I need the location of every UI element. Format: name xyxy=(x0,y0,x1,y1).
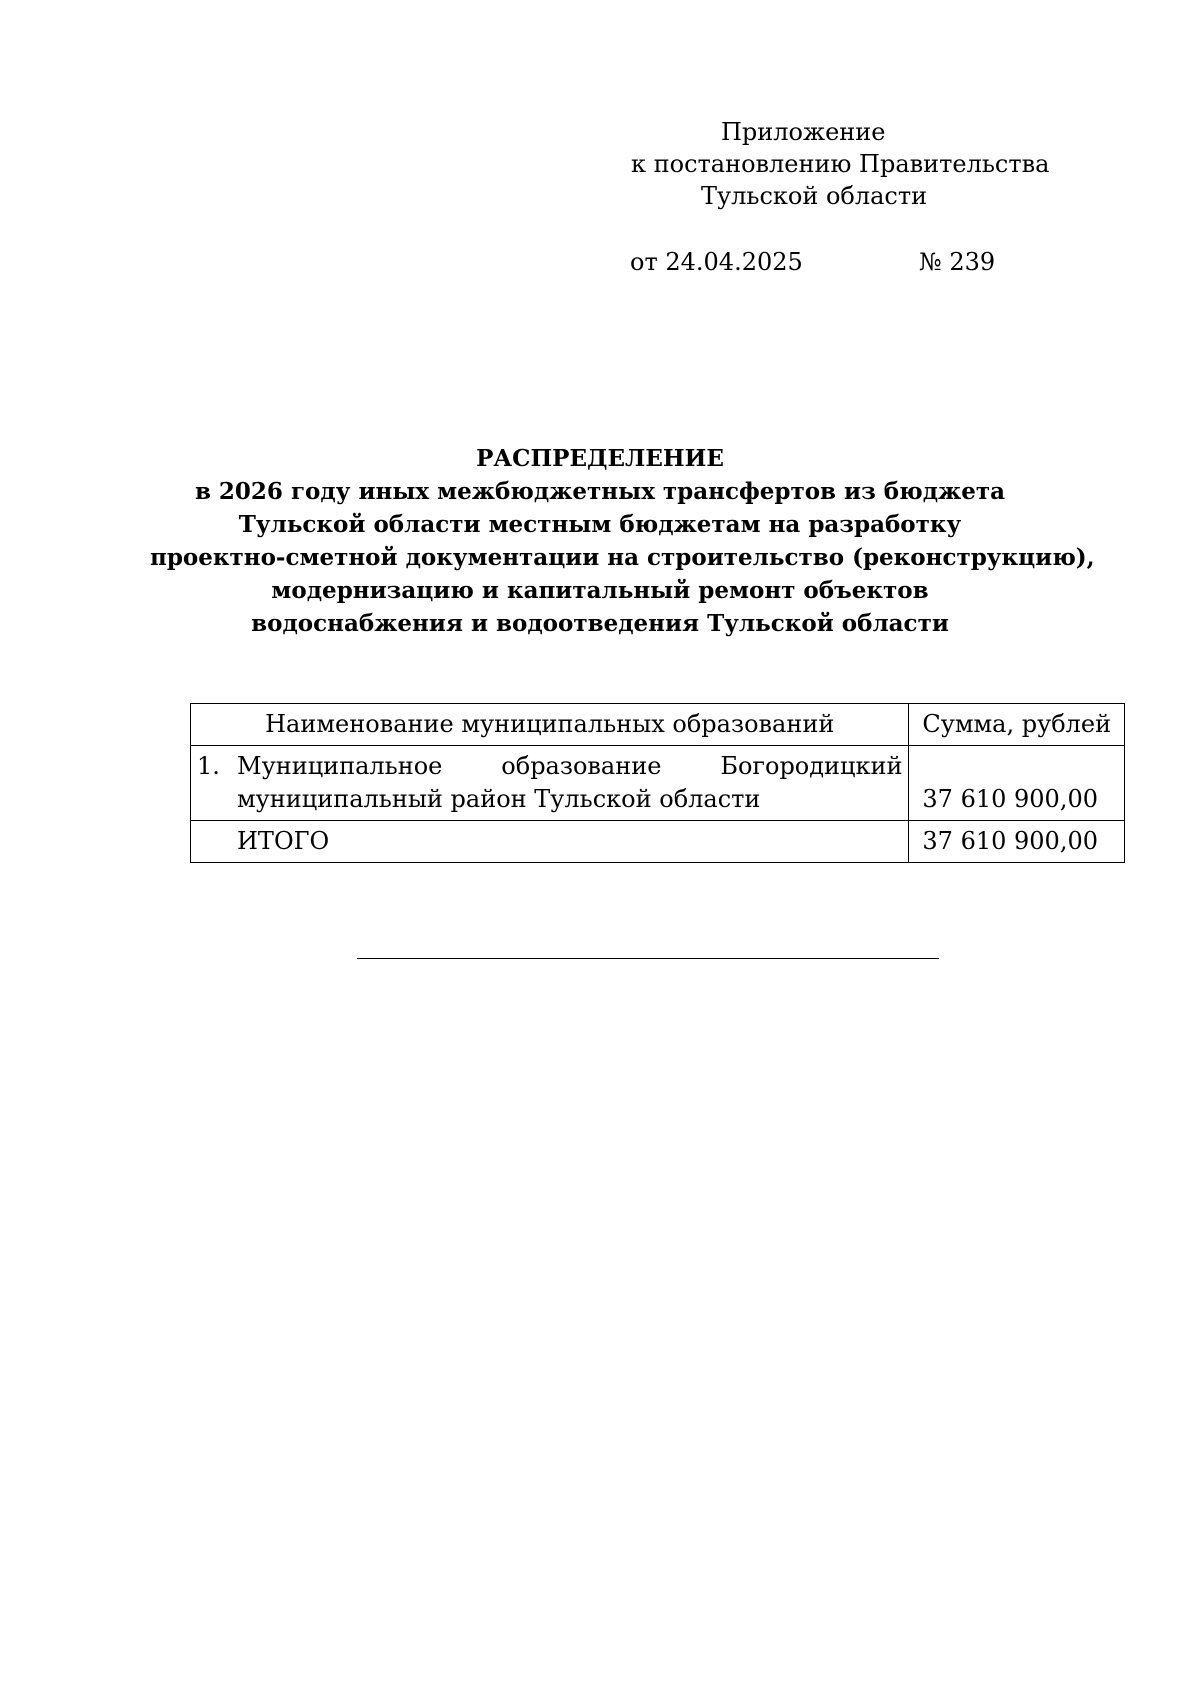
row-name-cell xyxy=(191,746,909,821)
table-header-row xyxy=(191,704,1125,746)
total-label: ИТОГО xyxy=(191,821,909,863)
header-municipality-name: Наименование муниципальных образований xyxy=(191,704,909,746)
decree-number: № 239 xyxy=(919,248,996,276)
row-name-line-1: Муниципальное образование Богородицкий xyxy=(237,752,903,780)
row-municipality-name xyxy=(237,750,902,816)
row-number: 1. xyxy=(197,752,220,780)
title-line-2: в 2026 году иных межбюджетных трансфертов из бюджета xyxy=(194,478,1006,505)
approval-line-region: Тульской области xyxy=(701,182,928,210)
total-row xyxy=(191,821,1125,863)
row-sum: 37 610 900,00 xyxy=(909,746,1125,821)
decree-date: от 24.04.2025 xyxy=(630,248,803,276)
title-line-4: проектно-сметной документации на строительство (реконструкцию), xyxy=(150,544,1095,571)
approval-line-annex: Приложение xyxy=(721,118,886,146)
table-row xyxy=(191,746,1125,821)
title-line-5: модернизацию и капитальный ремонт объектов xyxy=(271,577,929,604)
approval-stamp xyxy=(605,116,1055,212)
approval-line-decree: к постановлению Правительства xyxy=(631,150,1050,178)
end-separator-line xyxy=(357,958,939,959)
document-title xyxy=(150,442,1095,640)
total-sum: 37 610 900,00 xyxy=(909,821,1125,863)
title-line-3: Тульской области местным бюджетам на разработку xyxy=(238,511,962,538)
title-line-1: РАСПРЕДЕЛЕНИЕ xyxy=(476,445,724,472)
distribution-table xyxy=(190,703,1125,863)
row-name-line-2: муниципальный район Тульской области xyxy=(237,785,761,813)
header-sum: Сумма, рублей xyxy=(909,704,1125,746)
title-line-6: водоснабжения и водоотведения Тульской области xyxy=(251,610,949,637)
